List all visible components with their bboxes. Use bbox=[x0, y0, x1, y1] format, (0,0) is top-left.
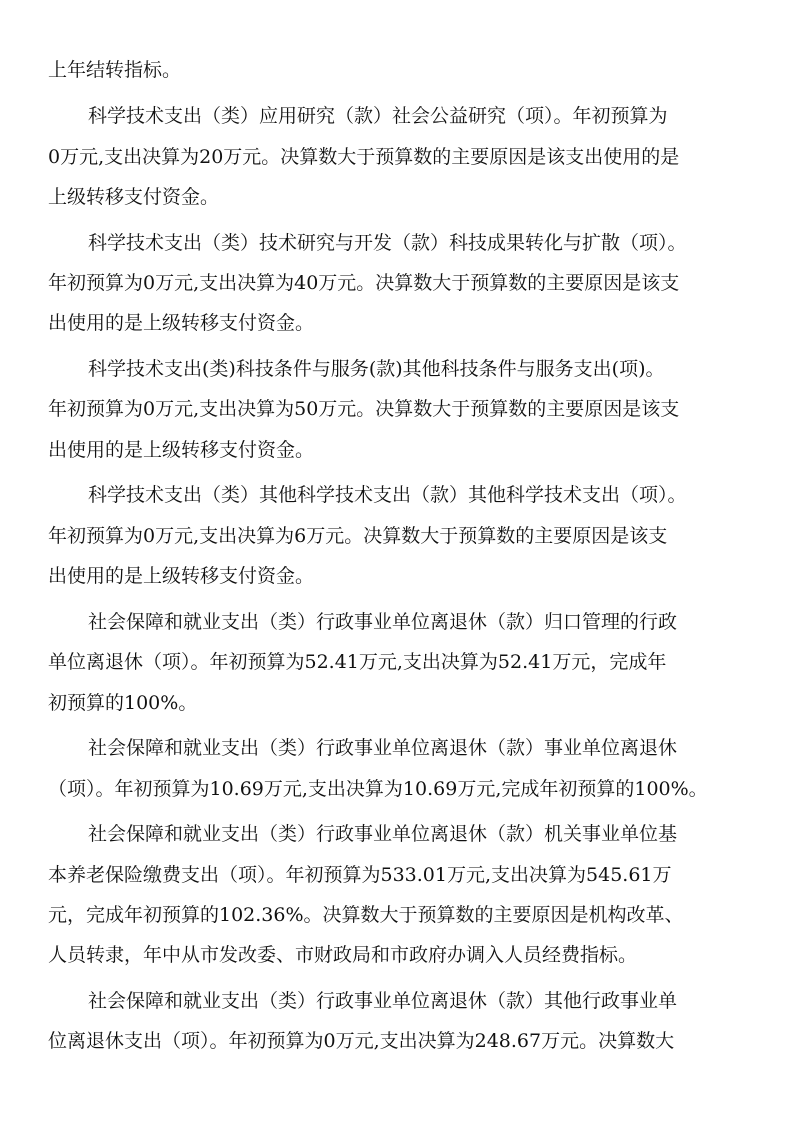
text-line: 位离退休支出（项）。年初预算为0万元,支出决算为248.67万元。决算数大 bbox=[48, 1030, 675, 1052]
paragraph-first-line: 科学技术支出(类)科技条件与服务(款)其他科技条件与服务支出(项)。 bbox=[88, 358, 665, 380]
paragraph-first-line: 社会保障和就业支出（类）行政事业单位离退休（款）事业单位离退休 bbox=[88, 737, 678, 759]
text-line: 本养老保险缴费支出（项）。年初预算为533.01万元,支出决算为545.61万 bbox=[48, 864, 672, 886]
text-line: 上年结转指标。 bbox=[48, 59, 182, 81]
text-line: 出使用的是上级转移支付资金。 bbox=[48, 312, 315, 334]
paragraph-first-line: 科学技术支出（类）技术研究与开发（款）科技成果转化与扩散（项）。 bbox=[88, 232, 687, 254]
text-line: 人员转隶，年中从市发改委、市财政局和市政府办调入人员经费指标。 bbox=[48, 944, 638, 966]
text-line: 年初预算为0万元,支出决算为6万元。决算数大于预算数的主要原因是该支 bbox=[48, 525, 668, 547]
text-line: （项）。年初预算为10.69万元,支出决算为10.69万元,完成年初预算的100%。 bbox=[48, 778, 708, 800]
paragraph-first-line: 科学技术支出（类）其他科学技术支出（款）其他科学技术支出（项）。 bbox=[88, 484, 687, 506]
text-line: 0万元,支出决算为20万元。决算数大于预算数的主要原因是该支出使用的是 bbox=[48, 146, 680, 168]
text-line: 年初预算为0万元,支出决算为50万元。决算数大于预算数的主要原因是该支 bbox=[48, 398, 680, 420]
text-line: 年初预算为0万元,支出决算为40万元。决算数大于预算数的主要原因是该支 bbox=[48, 272, 680, 294]
paragraph-first-line: 科学技术支出（类）应用研究（款）社会公益研究（项）。年初预算为 bbox=[88, 105, 668, 127]
text-line: 单位离退休（项）。年初预算为52.41万元,支出决算为52.41万元，完成年 bbox=[48, 651, 667, 673]
paragraph-first-line: 社会保障和就业支出（类）行政事业单位离退休（款）其他行政事业单 bbox=[88, 990, 678, 1012]
text-line: 上级转移支付资金。 bbox=[48, 186, 220, 208]
text-line: 元，完成年初预算的102.36%。决算数大于预算数的主要原因是机构改革、 bbox=[48, 904, 684, 926]
text-line: 出使用的是上级转移支付资金。 bbox=[48, 565, 315, 587]
text-line: 出使用的是上级转移支付资金。 bbox=[48, 439, 315, 461]
paragraph-first-line: 社会保障和就业支出（类）行政事业单位离退休（款）归口管理的行政 bbox=[88, 611, 678, 633]
text-line: 初预算的100%。 bbox=[48, 692, 198, 714]
paragraph-first-line: 社会保障和就业支出（类）行政事业单位离退休（款）机关事业单位基 bbox=[88, 823, 678, 845]
